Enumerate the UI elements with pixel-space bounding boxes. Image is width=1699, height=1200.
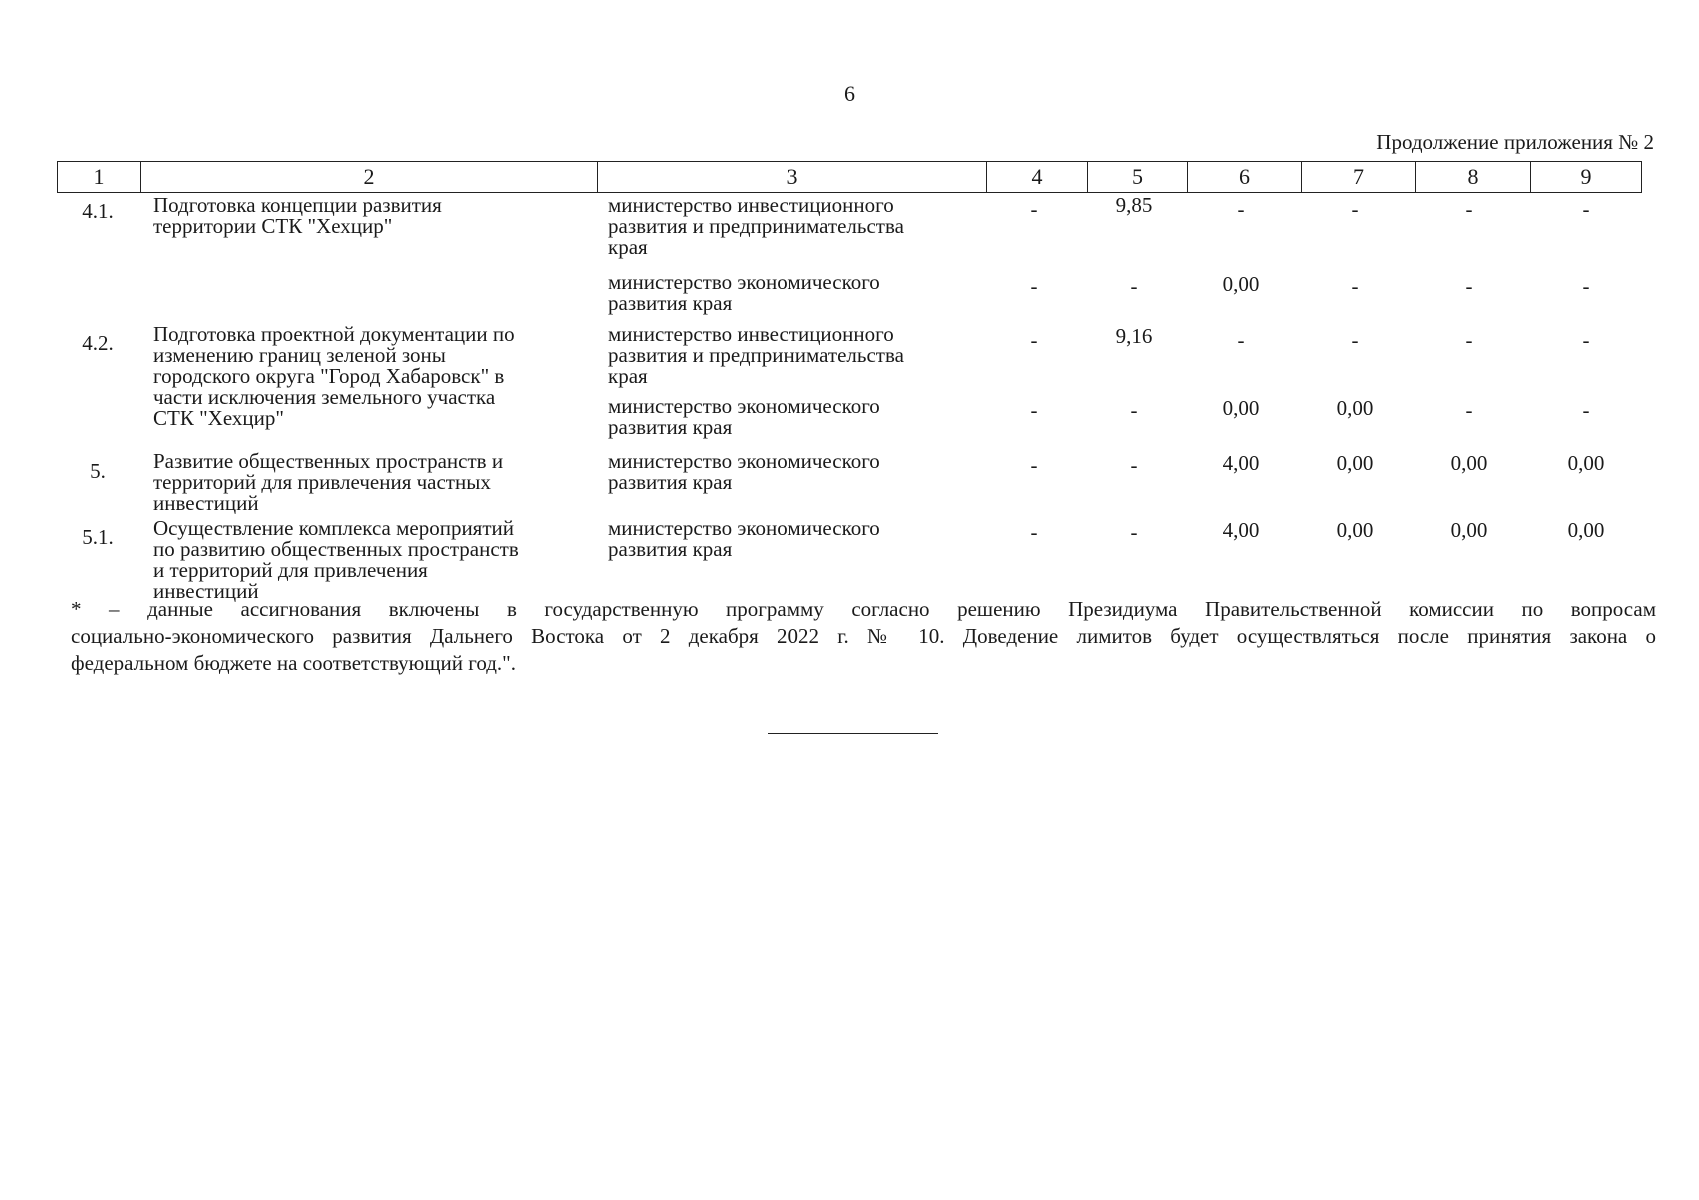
measure-name-line: территории СТК "Хехцир" <box>153 214 393 238</box>
value-cell: - <box>1130 398 1138 422</box>
value-cell: - <box>1465 274 1473 298</box>
measure-name-line: территорий для привлечения частных <box>153 470 491 494</box>
value-cell: - <box>1582 274 1590 298</box>
measure-name-line: инвестиций <box>153 579 259 603</box>
value-cell: 0,00 <box>1450 518 1488 542</box>
value-cell: - <box>1130 274 1138 298</box>
executor-name-line: развития края <box>608 415 733 439</box>
value-cell: - <box>1237 328 1245 352</box>
continuation-label: Продолжение приложения № 2 <box>1376 130 1654 154</box>
column-header-table <box>57 161 1642 193</box>
value-cell: - <box>1351 274 1359 298</box>
executor-name-line: развития края <box>608 537 733 561</box>
row-number: 4.1. <box>82 199 114 223</box>
value-cell: 0,00 <box>1567 518 1605 542</box>
page-number: 6 <box>844 81 855 106</box>
value-cell: 0,00 <box>1336 451 1374 475</box>
measure-name-line: городского округа "Город Хабаровск" в <box>153 364 505 388</box>
executor-name-line: министерство экономического <box>608 394 880 418</box>
column-header: 5 <box>1088 162 1188 193</box>
executor-name-line: министерство экономического <box>608 449 880 473</box>
executor-name-line: развития края <box>608 470 733 494</box>
row-number: 5.1. <box>82 525 114 549</box>
value-cell: - <box>1130 453 1138 477</box>
value-cell: - <box>1130 520 1138 544</box>
executor-name-line: министерство экономического <box>608 516 880 540</box>
measure-name-line: и территорий для привлечения <box>153 558 428 582</box>
column-header: 2 <box>141 162 598 193</box>
column-header-row <box>58 162 1642 193</box>
value-cell: - <box>1465 328 1473 352</box>
executor-name-line: министерство инвестиционного <box>608 193 894 217</box>
column-header: 3 <box>598 162 987 193</box>
value-cell: - <box>1237 197 1245 221</box>
measure-name-line: СТК "Хехцир" <box>153 406 284 430</box>
value-cell: 0,00 <box>1567 451 1605 475</box>
value-cell: - <box>1582 398 1590 422</box>
end-divider <box>768 733 938 734</box>
executor-name-line: развития края <box>608 291 733 315</box>
value-cell: 0,00 <box>1336 396 1374 420</box>
executor-name-line: края <box>608 364 648 388</box>
value-cell: - <box>1030 520 1038 544</box>
value-cell: 0,00 <box>1336 518 1374 542</box>
measure-name-line: изменению границ зеленой зоны <box>153 343 446 367</box>
executor-name-line: развития и предпринимательства <box>608 214 904 238</box>
measure-name-line: Подготовка концепции развития <box>153 193 442 217</box>
value-cell: 0,00 <box>1450 451 1488 475</box>
footnote-line: * – данные ассигнования включены в государственную программу согласно решению Президиума Правительственной комиссии по вопросам <box>71 597 1656 621</box>
executor-name-line: министерство экономического <box>608 270 880 294</box>
value-cell: - <box>1582 197 1590 221</box>
value-cell: - <box>1030 197 1038 221</box>
measure-name-line: по развитию общественных пространств <box>153 537 519 561</box>
value-cell: - <box>1465 197 1473 221</box>
footnote-line: федеральном бюджете на соответствующий год.". <box>71 651 516 675</box>
value-cell: 4,00 <box>1222 451 1260 475</box>
column-header: 7 <box>1302 162 1416 193</box>
value-cell: - <box>1351 197 1359 221</box>
value-cell: 0,00 <box>1222 396 1260 420</box>
column-header: 4 <box>987 162 1088 193</box>
row-number: 5. <box>90 459 106 483</box>
measure-name-line: Осуществление комплекса мероприятий <box>153 516 514 540</box>
measure-name-line: инвестиций <box>153 491 259 515</box>
value-cell: - <box>1030 453 1038 477</box>
column-header: 1 <box>58 162 141 193</box>
measure-name-line: Развитие общественных пространств и <box>153 449 504 473</box>
column-header: 8 <box>1416 162 1531 193</box>
value-cell: 9,85 <box>1115 193 1153 217</box>
value-cell: - <box>1351 328 1359 352</box>
measure-name-line: Подготовка проектной документации по <box>153 322 515 346</box>
value-cell: - <box>1582 328 1590 352</box>
row-number: 4.2. <box>82 331 114 355</box>
value-cell: - <box>1030 398 1038 422</box>
column-header: 6 <box>1188 162 1302 193</box>
footnote <box>71 596 1656 677</box>
value-cell: 9,16 <box>1115 324 1153 348</box>
value-cell: 4,00 <box>1222 518 1260 542</box>
column-header: 9 <box>1531 162 1642 193</box>
value-cell: - <box>1465 398 1473 422</box>
executor-name-line: развития и предпринимательства <box>608 343 904 367</box>
footnote-line: социально-экономического развития Дальнего Востока от 2 декабря 2022 г. № 10. Доведение лимитов будет осуществляться после принятия закона о <box>71 624 1656 648</box>
value-cell: - <box>1030 274 1038 298</box>
executor-name-line: края <box>608 235 648 259</box>
measure-name-line: части исключения земельного участка <box>153 385 496 409</box>
value-cell: - <box>1030 328 1038 352</box>
value-cell: 0,00 <box>1222 272 1260 296</box>
executor-name-line: министерство инвестиционного <box>608 322 894 346</box>
